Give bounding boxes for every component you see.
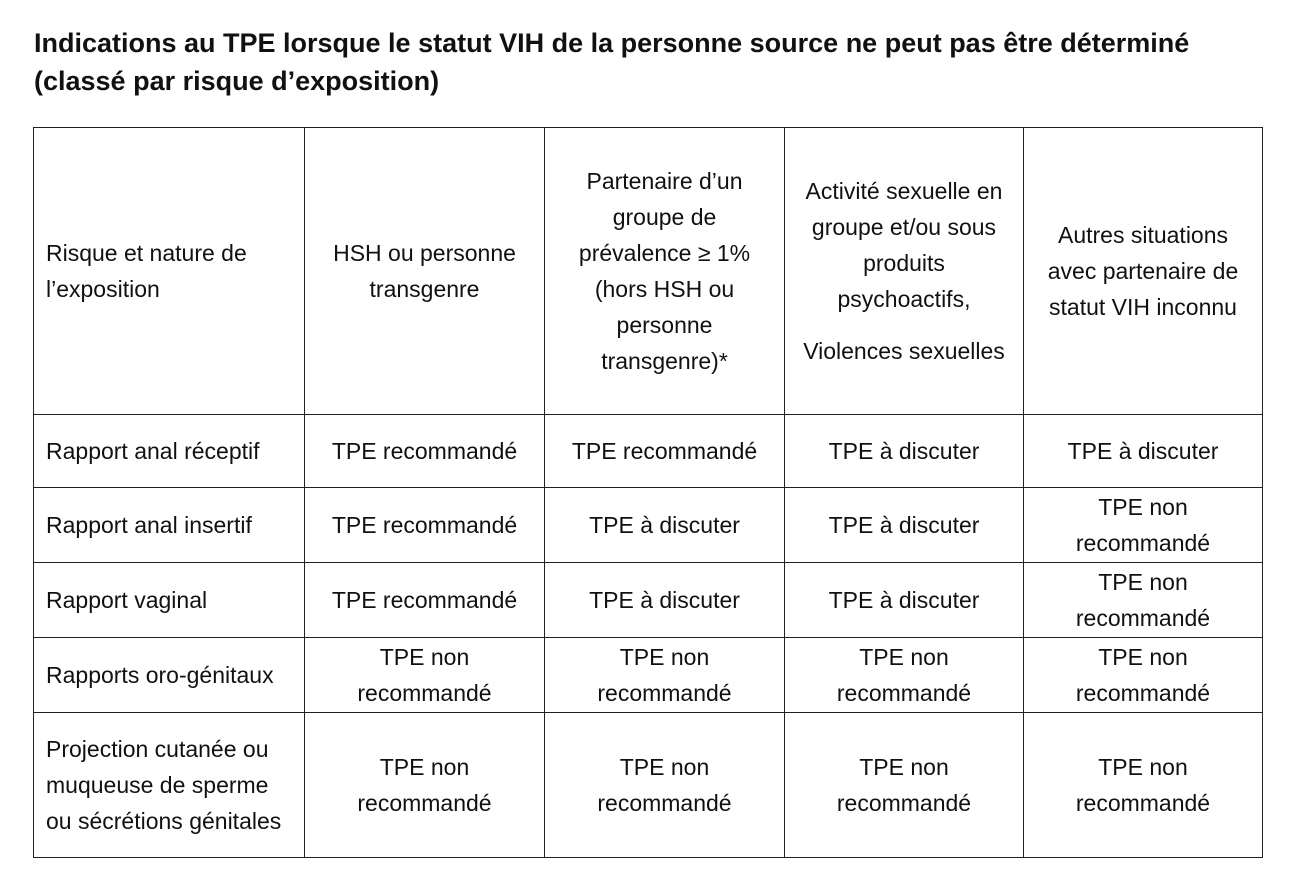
table-cell: TPE non recommandé	[785, 713, 1024, 858]
table-cell: TPE à discuter	[1024, 415, 1263, 488]
table-cell: TPE non recommandé	[305, 638, 545, 713]
header-other-situations: Autres situations avec partenaire de statut VIH inconnu	[1024, 128, 1263, 415]
table-row	[34, 488, 1263, 563]
tpe-indications-table	[33, 127, 1263, 858]
document-title: Indications au TPE lorsque le statut VIH de la personne source ne peut pas être déterminé (classé par risque d’exposition)	[34, 28, 1190, 96]
header-spacer	[797, 317, 1011, 333]
row-label: Rapports oro-génitaux	[34, 638, 305, 713]
table-cell: TPE à discuter	[785, 488, 1024, 563]
table-cell: TPE non recommandé	[1024, 713, 1263, 858]
table-cell: TPE non recommandé	[1024, 638, 1263, 713]
table-cell: TPE à discuter	[785, 415, 1024, 488]
header-group-activity	[785, 128, 1024, 415]
table-cell: TPE recommandé	[305, 488, 545, 563]
table-cell: TPE à discuter	[545, 563, 785, 638]
table-header-row	[34, 128, 1263, 415]
row-label: Rapport anal réceptif	[34, 415, 305, 488]
table-cell: TPE recommandé	[305, 563, 545, 638]
table-row	[34, 713, 1263, 858]
table-row	[34, 563, 1263, 638]
table-cell: TPE recommandé	[305, 415, 545, 488]
table-cell: TPE non recommandé	[785, 638, 1024, 713]
header-risk-nature: Risque et nature de l’exposition	[34, 128, 305, 415]
table-cell: TPE non recommandé	[1024, 488, 1263, 563]
table-row	[34, 638, 1263, 713]
table-cell: TPE à discuter	[545, 488, 785, 563]
table-cell: TPE recommandé	[545, 415, 785, 488]
table-cell: TPE non recommandé	[545, 713, 785, 858]
header-hsh-transgender: HSH ou personne transgenre	[305, 128, 545, 415]
table-cell: TPE non recommandé	[305, 713, 545, 858]
row-label: Rapport vaginal	[34, 563, 305, 638]
header-group-activity-text: Activité sexuelle en groupe et/ou sous produits psychoactifs,	[805, 178, 1003, 312]
row-label: Projection cutanée ou muqueuse de sperme ou sécrétions génitales	[34, 713, 305, 858]
table-cell: TPE à discuter	[785, 563, 1024, 638]
table-row	[34, 415, 1263, 488]
row-label: Rapport anal insertif	[34, 488, 305, 563]
header-prevalence-group: Partenaire d’un groupe de prévalence ≥ 1% (hors HSH ou personne transgenre)*	[545, 128, 785, 415]
table-cell: TPE non recommandé	[1024, 563, 1263, 638]
table-cell: TPE non recommandé	[545, 638, 785, 713]
header-sexual-violence-text: Violences sexuelles	[803, 338, 1005, 364]
